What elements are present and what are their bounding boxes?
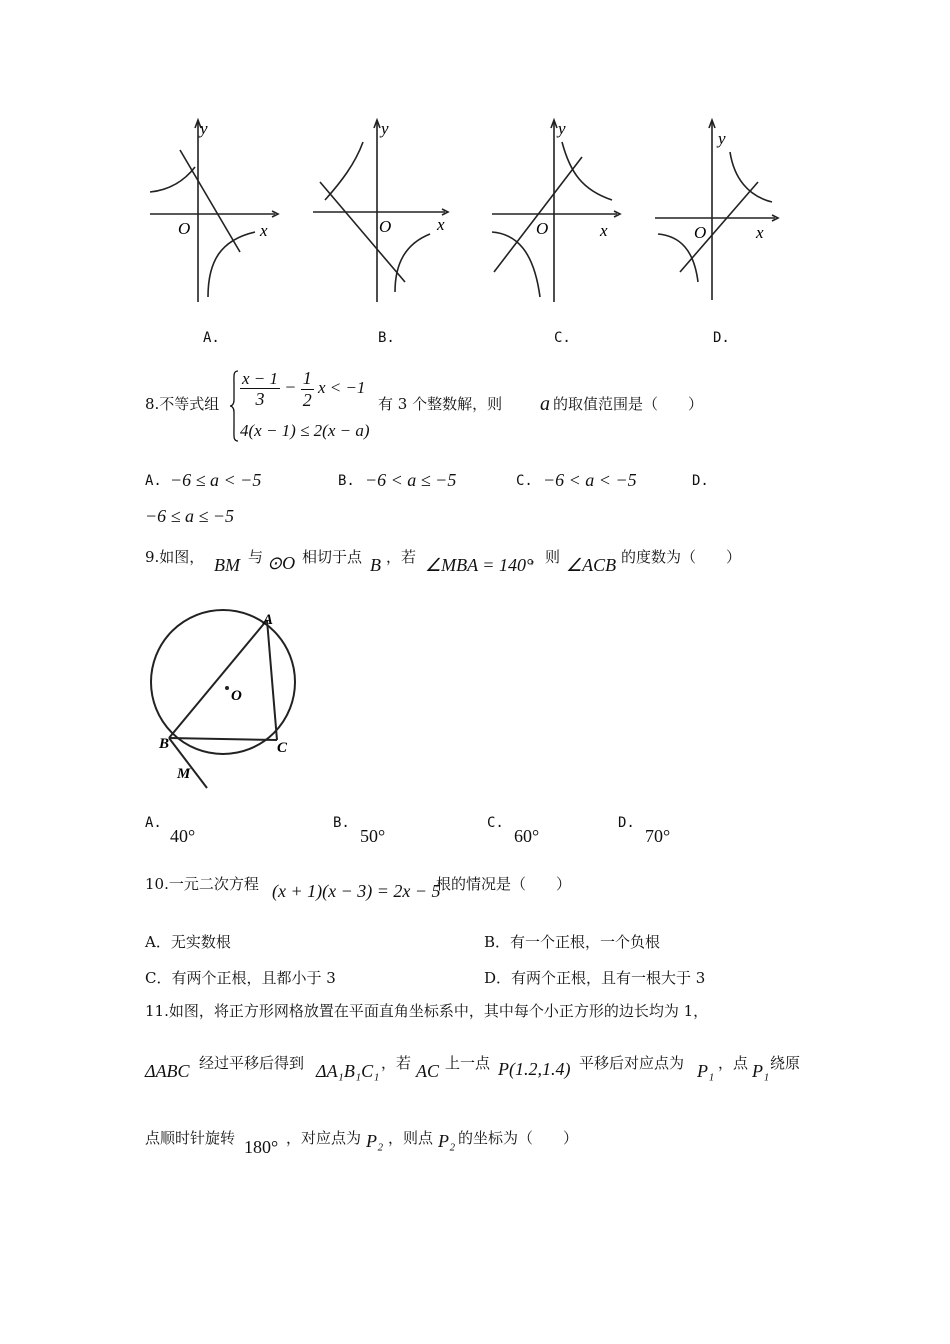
q8-option-a: −6 ≤ a < −5 <box>170 470 262 490</box>
q8-option-d: −6 ≤ a ≤ −5 <box>145 506 235 526</box>
q11-p2b: P₂ <box>438 1131 456 1151</box>
q8-option-a-label: A. <box>145 473 162 489</box>
q8-inequality-1: $\frac{x - 1}{3}$ − $\frac{1}{2}$ x < −1 <box>242 368 366 410</box>
q10-option-b: B．有一个正根，一个负根 <box>484 933 661 951</box>
q11-t1: 经过平移后得到 <box>199 1054 305 1072</box>
q9-option-b: 50° <box>360 826 386 846</box>
q9-angle-ask: ∠ACB <box>566 555 617 575</box>
q9-tangent-text: 相切于点 <box>302 548 363 566</box>
q9-option-a-label: A. <box>145 815 162 831</box>
q7-option-a: A. <box>203 330 220 346</box>
svg-text:O: O <box>536 219 549 238</box>
q9-label-c: C <box>277 740 288 756</box>
svg-text:y: y <box>200 119 208 138</box>
q9-label-m: M <box>177 766 191 782</box>
svg-text:O: O <box>178 219 191 238</box>
q7-option-b: B. <box>378 330 395 346</box>
q8-option-b-label: B. <box>338 473 355 489</box>
q11-t2: ，若 <box>381 1054 412 1072</box>
graph-d <box>650 112 800 307</box>
q11-t4: 平移后对应点为 <box>579 1054 685 1072</box>
q10-option-c: C．有两个正根，且都小于 3 <box>145 969 336 987</box>
q10-prefix: 10.一元二次方程 <box>145 875 259 893</box>
q11-t6: 绕原 <box>770 1054 801 1072</box>
q10-equation: (x + 1)(x − 3) = 2x − 5 <box>272 881 441 901</box>
q9-then-text: ，则 <box>530 548 561 566</box>
q9-option-c: 60° <box>514 826 540 846</box>
svg-text:y: y <box>718 129 726 148</box>
q9-label-a: A <box>263 612 274 628</box>
q8-var-a: a <box>540 393 550 415</box>
graph-a <box>140 112 290 307</box>
q11-point-p: P(1.2,1.4) <box>498 1059 571 1079</box>
q11-p2: P₂ <box>366 1131 384 1151</box>
q8-system-brace <box>229 370 239 442</box>
svg-text:x: x <box>600 221 608 240</box>
graph-c <box>482 112 632 307</box>
q8-option-c: −6 < a < −5 <box>543 470 637 490</box>
q11-t7: 点顺时针旋转 <box>145 1129 236 1147</box>
q8-option-c-label: C. <box>516 473 533 489</box>
q9-label-b: B <box>159 736 170 752</box>
q11-p1b: P₁ <box>752 1061 770 1081</box>
q8-option-b: −6 < a ≤ −5 <box>365 470 457 490</box>
svg-text:x: x <box>437 215 445 234</box>
q9-circle-figure <box>145 600 315 790</box>
q9-option-b-label: B. <box>333 815 350 831</box>
q10-option-d: D．有两个正根，且有一根大于 3 <box>484 969 706 987</box>
q9-label-o: O <box>231 688 242 704</box>
q11-line1: 11.如图，将正方形网格放置在平面直角坐标系中，其中每个小正方形的边长均为 1， <box>145 1002 709 1020</box>
q9-circle-o: ⊙O <box>267 553 296 573</box>
q9-tail: 的度数为（ ） <box>621 548 742 566</box>
q11-p1: P₁ <box>697 1061 715 1081</box>
svg-text:O: O <box>694 223 707 242</box>
q9-angle-given: ∠MBA = 140° <box>425 555 534 575</box>
q11-abc: ΔABC <box>145 1061 190 1081</box>
q7-option-d: D. <box>713 330 730 346</box>
q9-prefix: 9.如图， <box>145 548 205 566</box>
q9-point-b: B <box>370 555 381 575</box>
graph-b <box>305 112 455 307</box>
q8-prefix: 8.不等式组 <box>145 395 220 413</box>
q11-a1b1c1: ΔA₁B₁C₁ <box>316 1061 380 1081</box>
q8-suffix-2: 的取值范围是（ ） <box>553 395 704 413</box>
q9-bm: BM <box>214 555 240 575</box>
q8-suffix-1: 有 3 个整数解，则 <box>378 395 503 413</box>
q11-t10: 的坐标为（ ） <box>458 1129 579 1147</box>
q11-t9: ，则点 <box>388 1129 434 1147</box>
q11-ac: AC <box>416 1061 440 1081</box>
q10-option-a: A．无实数根 <box>145 933 231 951</box>
q7-option-c: C. <box>554 330 571 346</box>
svg-text:O: O <box>379 217 392 236</box>
q8-option-d-label: D. <box>692 473 709 489</box>
q9-if-text: ，若 <box>386 548 417 566</box>
q9-option-a: 40° <box>170 826 196 846</box>
q10-suffix: 根的情况是（ ） <box>436 875 572 893</box>
q9-option-d: 70° <box>645 826 671 846</box>
svg-text:x: x <box>260 221 268 240</box>
svg-text:y: y <box>558 119 566 138</box>
q8-inequality-2: 4(x − 1) ≤ 2(x − a) <box>240 421 370 440</box>
q11-t5: ，点 <box>718 1054 749 1072</box>
q11-t8: ，对应点为 <box>286 1129 362 1147</box>
q9-option-d-label: D. <box>618 815 635 831</box>
q9-option-c-label: C. <box>487 815 504 831</box>
svg-text:y: y <box>381 119 389 138</box>
q11-deg: 180° <box>244 1137 279 1157</box>
q11-t3: 上一点 <box>445 1054 491 1072</box>
q9-with: 与 <box>248 548 264 566</box>
svg-text:x: x <box>756 223 764 242</box>
